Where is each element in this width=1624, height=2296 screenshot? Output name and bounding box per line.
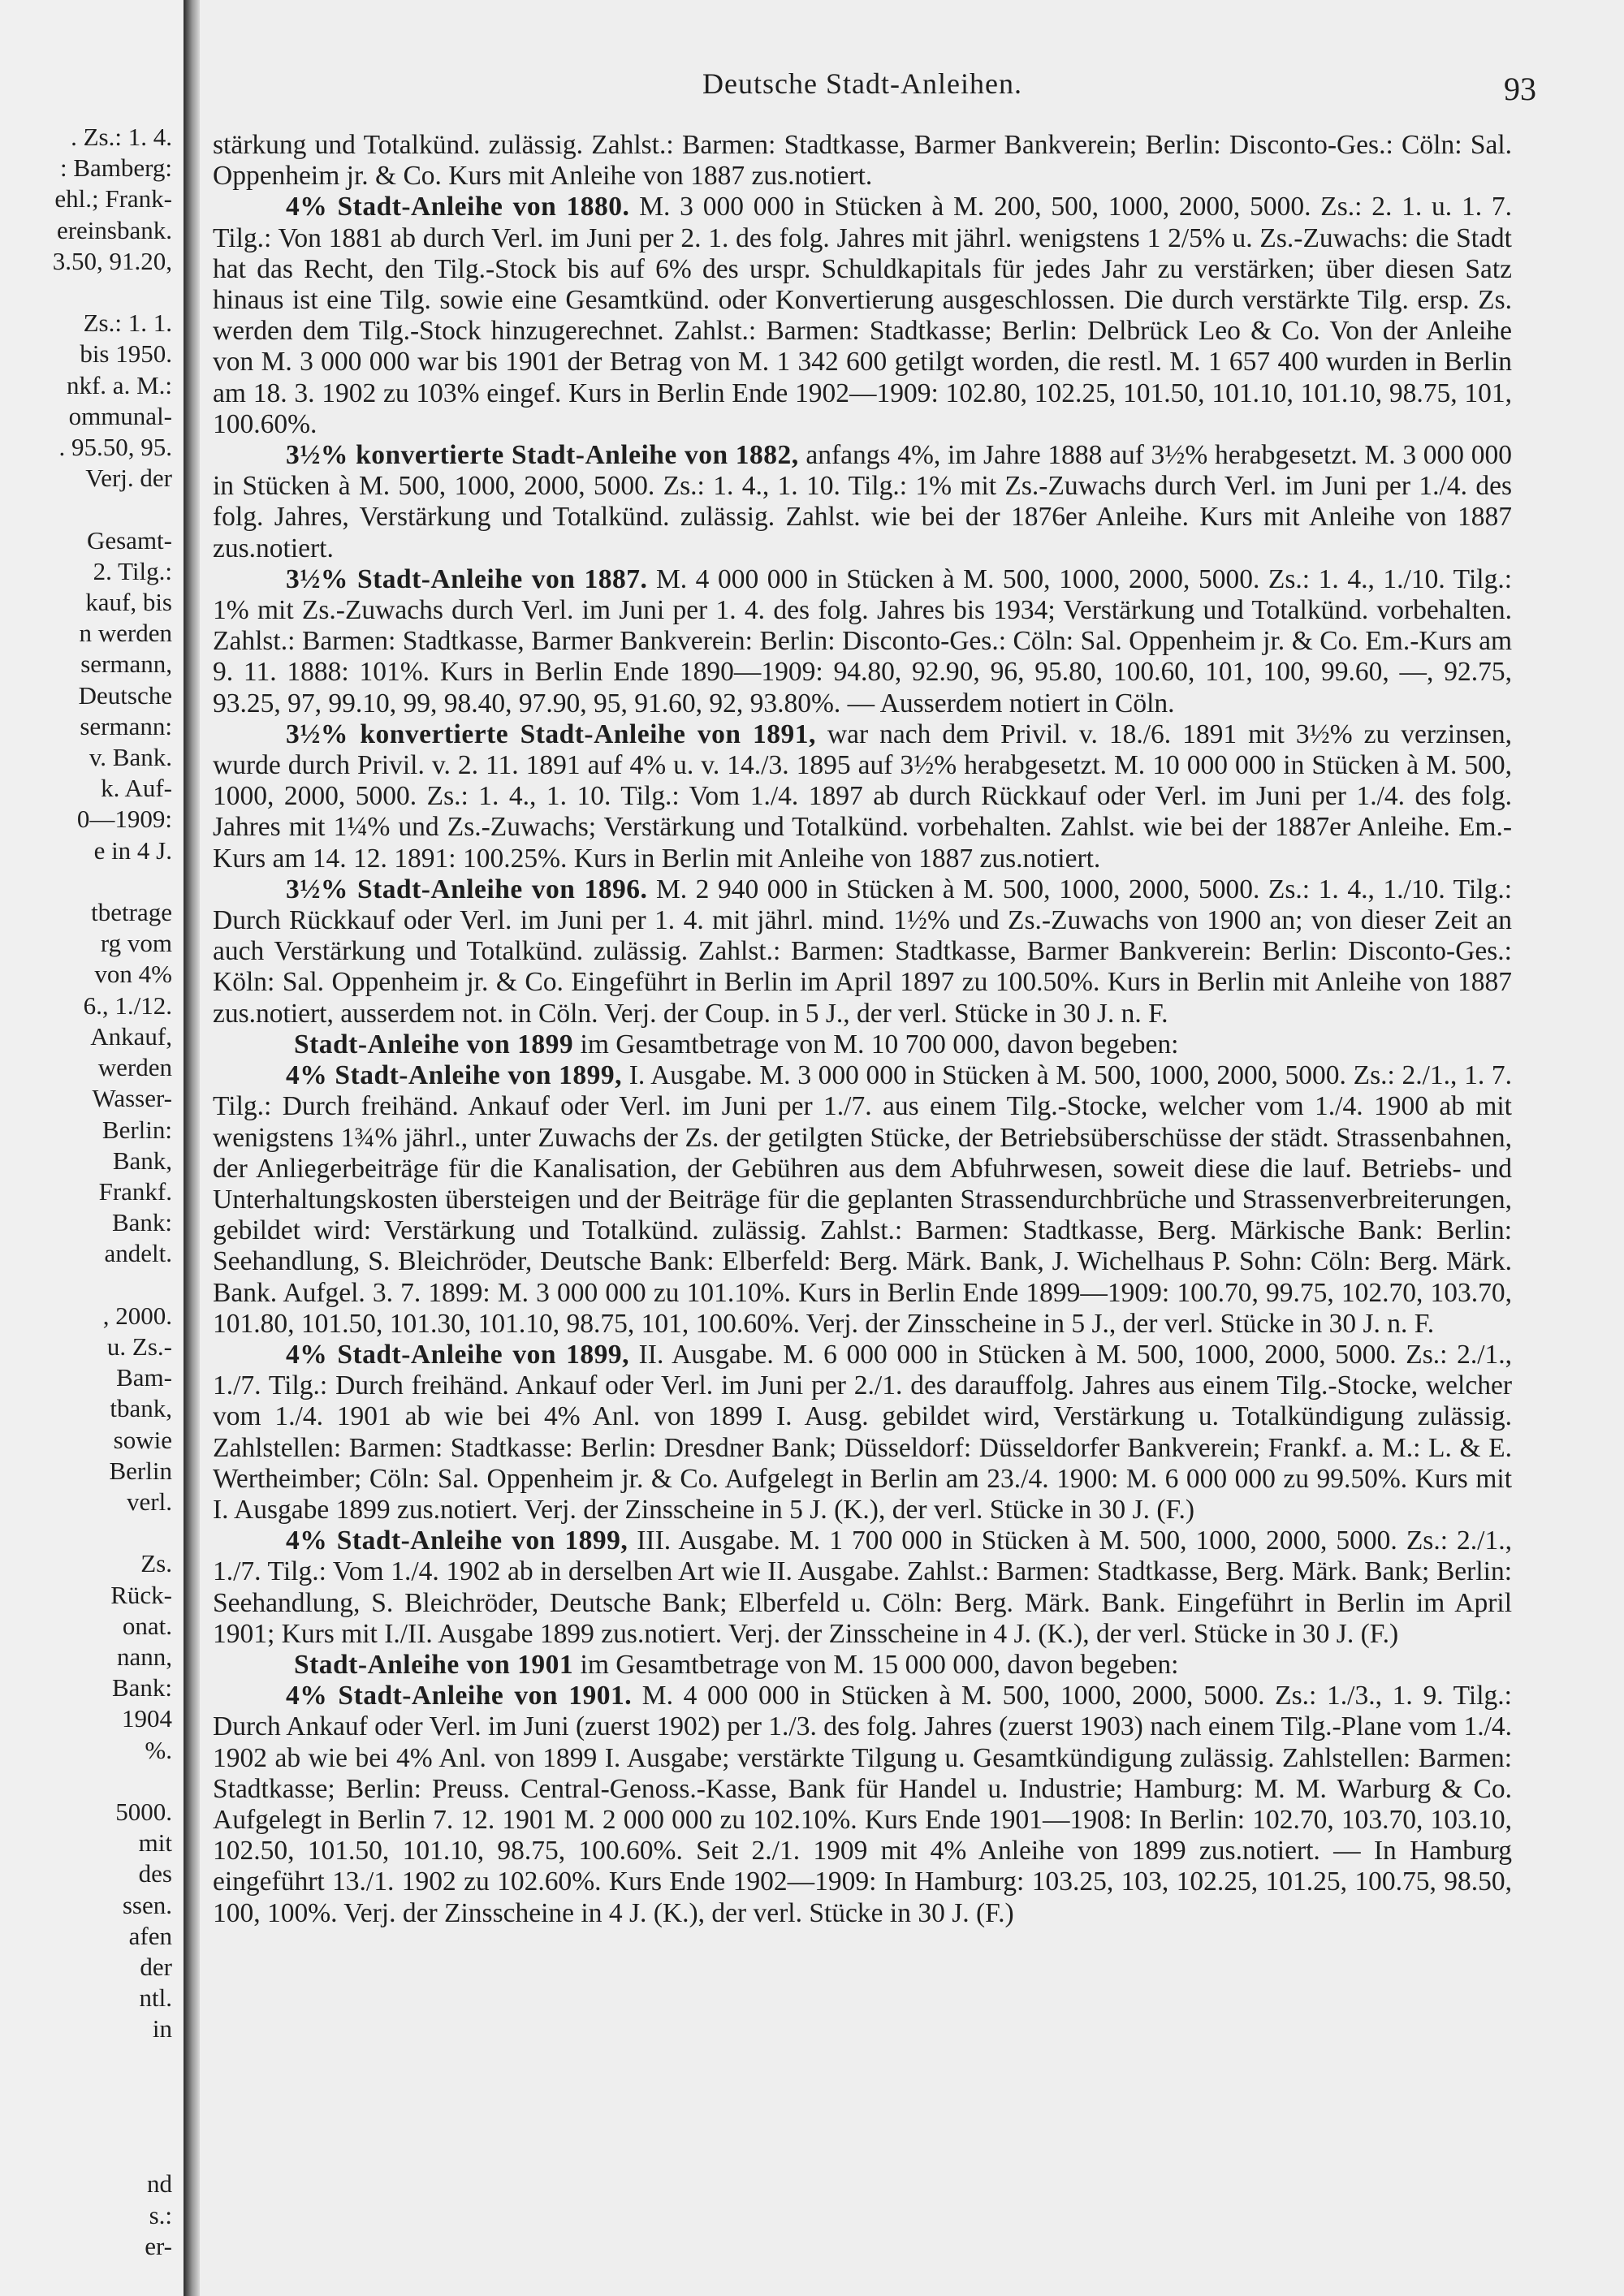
fragment-line: des (138, 1859, 172, 1888)
fragment-line: von 4% (94, 960, 172, 989)
fragment-line: n werden (79, 619, 172, 648)
entry-anleihe-1901-overview (213, 1650, 1512, 1681)
paragraph-continuation (213, 130, 1512, 192)
fragment-line: afen (128, 1921, 172, 1950)
entry-heading: 4% Stadt-Anleihe von 1880. (286, 192, 630, 222)
fragment-line: er- (145, 2231, 172, 2260)
fragment-line: k. Auf- (101, 774, 172, 803)
book-page (213, 0, 1536, 2296)
fragment-line: mit (138, 1828, 172, 1858)
page-number: 93 (1504, 71, 1536, 107)
entry-heading: 4% Stadt-Anleihe von 1899, (286, 1060, 623, 1091)
entry-heading: 4% Stadt-Anleihe von 1899, (286, 1526, 628, 1556)
fragment-line: der (140, 1952, 172, 1981)
fragment-line: tbank, (110, 1394, 172, 1423)
entry-anleihe-1901 (213, 1681, 1512, 1929)
fragment-line: 5000. (115, 1797, 172, 1826)
fragment-line: Wasser- (92, 1084, 172, 1113)
entry-text: M. 3 000 000 in Stücken à M. 200, 500, 1000, 2000, 5000. Zs.: 2. 1. u. 1. 7. Tilg.: Von 1881 ab durch Verl. im Juni per 2. 1. des folg. Jahres mit jährl. wenigstens 1 2/5% u. Zs.-Zuwachs: die Stadt hat das Recht, den Tilg.-Stock bis auf 6% des urspr. Schuldkapitals für jedes Jahr zu verstärken; über diesen Satz hinaus ist eine Tilg. sowie eine Gesamtkünd. oder Konvertierung ausgeschlossen. Die durch verstärkte Tilg. ersp. Zs. werden dem Tilg.-Stock hinzugerechnet. Zahlst.: Barmen: Stadtkasse; Berlin: Delbrück Leo & Co. Von der Anleihe von M. 3 000 000 war bis 1901 der Betrag von M. 1 342 600 getilgt worden, die restl. M. 1 657 400 wurden in Berlin am 18. 3. 1902 zu 103% eingef. Kurs in Berlin Ende 1902—1909: 102.80, 102.25, 101.50, 101.10, 101.10, 98.75, 101, 100.60%. (213, 192, 1513, 439)
fragment-line: Berlin (109, 1456, 172, 1485)
book-gutter-shadow (184, 0, 200, 2296)
fragment-line: onat. (122, 1611, 172, 1640)
fragment-line: v. Bank. (89, 743, 172, 772)
fragment-line: nann, (116, 1642, 172, 1671)
entry-anleihe-1896 (213, 874, 1512, 1029)
entry-anleihe-1880 (213, 192, 1512, 440)
entry-text: im Gesamtbetrage von M. 10 700 000, davon begeben: (573, 1029, 1179, 1060)
fragment-line: Rück- (110, 1580, 172, 1609)
fragment-line (0, 2076, 172, 2107)
fragment-line: Bank: (111, 1673, 172, 1703)
fragment-line: sermann, (80, 650, 172, 679)
entry-text: III. Ausgabe. M. 1 700 000 in Stücken à M. 500, 1000, 2000, 5000. Zs.: 2./1., 1./7. Tilg.: Vom 1./4. 1902 ab in derselben Art wie II. Ausgabe. Zahlst.: Barmen: Stadtkasse, Berg. Märk. Bank; Berlin: Seehandlung, S. Bleichröder, Deutsche Bank; Elberfeld u. Cöln: Berg. Märk. Bank. Eingeführt in Berlin im April 1901; Kurs mit I./II. Ausgabe 1899 zus.notiert. Verj. der Zinsscheine in 4 J. (K.), der verl. Stücke in 30 J. (F.) (213, 1526, 1512, 1649)
fragment-line: Gesamt- (86, 525, 172, 555)
entry-text: M. 2 940 000 in Stücken à M. 500, 1000, 2000, 5000. Zs.: 1. 4., 1./10. Tilg.: Durch Rückkauf oder Verl. im Juni per 1. 4. mit jährl. mind. 1½% und Zs.-Zuwachs von 1900 an; von dieser Zeit an auch Verstärkung und Totalkünd. zulässig. Zahlst.: Barmen: Stadtkasse, Barmer Bankverein: Berlin: Disconto-Ges.: Köln: Sal. Oppenheim jr. & Co. Eingeführt in Berlin im April 1897 zu 100.50%. Kurs in Berlin mit Anleihe von 1887 zus.notiert, ausserdem not. in Cöln. Verj. der Coup. in 5 J., der verl. Stücke in 30 J. n. F. (213, 874, 1512, 1029)
fragment-line (0, 866, 172, 897)
article-body (213, 130, 1512, 1929)
entry-anleihe-1899-ausgabe-1 (213, 1060, 1512, 1340)
fragment-line: Zs.: 1. 1. (83, 309, 172, 338)
entry-anleihe-1887 (213, 564, 1512, 719)
fragment-line: , 2000. (102, 1301, 172, 1330)
fragment-line: : Bamberg: (59, 153, 172, 183)
adjacent-page-fragment (0, 0, 184, 2296)
entry-heading: 4% Stadt-Anleihe von 1899, (286, 1339, 629, 1370)
fragment-line: Berlin: (102, 1115, 172, 1144)
fragment-line: sowie (113, 1425, 172, 1454)
fragment-line (0, 1517, 172, 1548)
entry-heading: Stadt-Anleihe von 1899 (294, 1029, 574, 1060)
fragment-line: u. Zs.- (106, 1331, 172, 1361)
fragment-line: . Zs.: 1. 4. (71, 123, 172, 151)
fragment-line (0, 2107, 172, 2138)
fragment-line: Ankauf, (90, 1021, 172, 1051)
fragment-line: ntl. (139, 1983, 172, 2013)
entry-anleihe-1891 (213, 719, 1512, 874)
entry-heading: 3½% konvertierte Stadt-Anleihe von 1891, (286, 719, 816, 749)
entry-text: M. 4 000 000 in Stücken à M. 500, 1000, 2000, 5000. Zs.: 1. 4., 1./10. Tilg.: 1% mit Zs.-Zuwachs durch Verl. im Juni per 1. 4. des folg. Jahres bis 1934; Verstärkung und Totalkünd. vorbehalten. Zahlst.: Barmen: Stadtkasse, Barmer Bankverein: Berlin: Disconto-Ges.: Cöln: Sal. Oppenheim jr. & Co. Em.-Kurs am 9. 11. 1888: 101%. Kurs in Berlin Ende 1890—1909: 94.80, 92.90, 96, 95.80, 100.60, 101, 100, 99.60, —, 92.75, 93.25, 97, 99.10, 99, 98.40, 97.90, 95, 91.60, 92, 93.80%. — Ausserdem notiert in Cöln. (213, 563, 1512, 719)
entry-anleihe-1882 (213, 440, 1512, 564)
fragment-line: 1904 (122, 1704, 172, 1733)
entry-heading: 3½% Stadt-Anleihe von 1896. (286, 874, 648, 904)
entry-heading: 3½% Stadt-Anleihe von 1887. (286, 563, 648, 594)
fragment-line: ommunal- (68, 401, 172, 430)
fragment-line: werden (97, 1053, 172, 1082)
fragment-line: in (152, 2014, 172, 2044)
fragment-line: bis 1950. (80, 339, 172, 369)
fragment-line (0, 1270, 172, 1301)
entry-text: II. Ausgabe. M. 6 000 000 in Stücken à M. 500, 1000, 2000, 5000. Zs.: 2./1., 1./7. Tilg.: Durch freihänd. Ankauf oder Verl. im Juni per 2./1. des darauffolg. Jahres aus einem Tilg.-Stocke, welcher vom 1./4. 1901 ab wie bei 4% Anl. von 1899 I. Ausg. gebildet wird, Verstärkung u. Totalkündigung zulässig. Zahlstellen: Barmen: Stadtkasse: Berlin: Dresdner Bank; Düsseldorf: Düsseldorfer Bankverein; Frankf. a. M.: L. & E. Wertheimber; Cöln: Sal. Oppenheim jr. & Co. Aufgelegt in Berlin am 23./4. 1900: M. 6 000 000 zu 99.50%. Kurs mit I. Ausgabe 1899 zus.notiert. Verj. der Zinsscheine in 5 J. (K.), der verl. Stücke in 30 J. (F.) (213, 1339, 1512, 1525)
fragment-line (0, 277, 172, 308)
fragment-line: Bank: (111, 1208, 172, 1237)
entry-anleihe-1899-ausgabe-3 (213, 1526, 1512, 1650)
fragment-line: rg vom (100, 929, 172, 958)
fragment-line: 2. Tilg.: (93, 556, 172, 585)
fragment-line: verl. (127, 1487, 172, 1516)
fragment-line: ssen. (122, 1890, 172, 1919)
fragment-line: Zs. (140, 1549, 172, 1578)
fragment-line (0, 2138, 172, 2169)
fragment-line: andelt. (104, 1239, 172, 1268)
fragment-line: nkf. a. M.: (66, 370, 172, 399)
fragment-line: . 95.50, 95. (58, 433, 172, 462)
entry-text: M. 4 000 000 in Stücken à M. 500, 1000, 2000, 5000. Zs.: 1./3., 1. 9. Tilg.: Durch Ankauf oder Verl. im Juni (zuerst 1902) per 1./3. des folg. Jahres (zuerst 1903) nach einem Tilg.-Plane vom 1./4. 1902 ab wie bei 4% Anl. von 1899 I. Ausgabe; verstärkte Tilgung u. Gesamtkündigung zulässig. Zahlstellen: Barmen: Stadtkasse; Berlin: Preuss. Central-Genoss.-Kasse, Bank für Handel u. Industrie; Hamburg: M. M. Warburg & Co. Aufgelegt in Berlin 7. 12. 1901 M. 2 000 000 zu 102.10%. Kurs Ende 1901—1908: In Berlin: 102.70, 103.70, 103.10, 102.50, 101.50, 101.10, 98.75, 100.60%. Seit 2./1. 1909 mit 4% Anleihe von 1899 zus.notiert. — In Hamburg eingeführt 13./1. 1902 zu 102.60%. Kurs Ende 1902—1909: In Hamburg: 103.25, 103, 102.25, 101.25, 100.75, 98.50, 100, 100%. Verj. der Zinsscheine in 4 J. (K.), der verl. Stücke in 30 J. (F.) (213, 1681, 1512, 1928)
fragment-line: %. (145, 1735, 172, 1764)
fragment-line: ehl.; Frank- (54, 184, 172, 214)
entry-heading: Stadt-Anleihe von 1901 (294, 1649, 574, 1680)
running-header (213, 67, 1536, 107)
paragraph-text: stärkung und Totalkünd. zulässig. Zahlst.: Barmen: Stadtkasse, Barmer Bankverein; Berlin: Disconto-Ges.: Cöln: Sal. Oppenheim jr. & Co. Kurs mit Anleihe von 1887 zus.notiert. (213, 130, 1512, 192)
fragment-line: kauf, bis (85, 588, 172, 617)
fragment-line (0, 2045, 172, 2076)
entry-heading: 4% Stadt-Anleihe von 1901. (286, 1681, 633, 1711)
fragment-line: nd (147, 2169, 172, 2199)
fragment-line: Deutsche (78, 680, 172, 710)
fragment-line: 0—1909: (76, 805, 172, 834)
entry-anleihe-1899-ausgabe-2 (213, 1340, 1512, 1526)
adjacent-page-text (0, 122, 172, 2262)
fragment-line: e in 4 J. (93, 835, 172, 865)
page-title: Deutsche Stadt-Anleihen. (702, 67, 1022, 100)
fragment-line: Frankf. (98, 1176, 172, 1206)
fragment-line: sermann: (80, 711, 172, 740)
fragment-line: Bank, (112, 1146, 172, 1175)
fragment-line: tbetrage (91, 898, 172, 927)
fragment-line: s.: (149, 2200, 172, 2229)
entry-heading: 3½% konvertierte Stadt-Anleihe von 1882, (286, 440, 799, 471)
entry-text: anfangs 4%, im Jahre 1888 auf 3½% herabgesetzt. M. 3 000 000 in Stücken à M. 500, 1000, 2000, 5000. Zs.: 1. 4., 1. 10. Tilg.: 1% mit Zs.-Zuwachs durch Verl. im Juni per 1./4. des folg. Jahres, Verstärkung und Totalkünd. zulässig. Zahlst. wie bei der 1876er Anleihe. Kurs mit Anleihe von 1887 zus.notiert. (213, 440, 1512, 563)
fragment-line: Verj. der (85, 464, 172, 493)
entry-text: war nach dem Privil. v. 18./6. 1891 mit 3½% zu verzinsen, wurde durch Privil. v. 2. 11. 1891 auf 4% u. v. 14./3. 1895 auf 3½% herabgesetzt. M. 10 000 000 in Stücken à M. 500, 1000, 2000, 5000. Zs.: 1. 4., 1. 10. Tilg.: Vom 1./4. 1897 ab durch Rückkauf oder Verl. im Juni per 1./4. des folg. Jahres mit 1¼% und Zs.-Zuwachs; Verstärkung und Totalkünd. vorbehalten. Zahlst. wie bei der 1887er Anleihe. Em.-Kurs am 14. 12. 1891: 100.25%. Kurs in Berlin mit Anleihe von 1887 zus.notiert. (213, 719, 1512, 874)
fragment-line: 6., 1./12. (83, 990, 172, 1020)
entry-text: I. Ausgabe. M. 3 000 000 in Stücken à M. 500, 1000, 2000, 5000. Zs.: 2./1., 1. 7. Tilg.: Durch freihänd. Ankauf oder Verl. im Juni per 1./7. aus einem Tilg.-Stocke, welcher vom 1./4. 1900 ab mit wenigstens 1¾% jährl., unter Zuwachs der Zs. der getilgten Stücke, der Betriebsüberschüsse der städt. Strassenbahnen, der Anliegerbeiträge für die Kanalisation, der Gebühren aus dem Abfuhrwesen, soweit diese die lauf. Betriebs- und Unterhaltungskosten übersteigen und der Beiträge für die geplanten Strassendurchbrüche und Strassenverbreiterungen, gebildet wird: Verstärkung und Totalkünd. zulässig. Zahlst.: Barmen: Stadtkasse, Berg. Märkische Bank: Berlin: Seehandlung, S. Bleichröder, Deutsche Bank: Elberfeld: Berg. Märk. Bank, J. Wichelhaus P. Sohn: Cöln: Berg. Märk. Bank. Aufgel. 3. 7. 1899: M. 3 000 000 zu 101.10%. Kurs in Berlin Ende 1899—1909: 100.70, 99.75, 102.70, 103.70, 101.80, 101.50, 101.30, 101.10, 98.75, 101, 100.60%. Verj. der Zinsscheine in 5 J., der verl. Stücke in 30 J. n. F. (213, 1060, 1512, 1339)
entry-anleihe-1899-overview (213, 1029, 1512, 1060)
fragment-line (0, 1766, 172, 1797)
entry-text: im Gesamtbetrage von M. 15 000 000, davon begeben: (573, 1649, 1179, 1680)
fragment-line: Bam- (116, 1363, 172, 1392)
fragment-line: ereinsbank. (56, 215, 172, 244)
fragment-line: 3.50, 91.20, (52, 246, 172, 275)
fragment-line (0, 494, 172, 524)
